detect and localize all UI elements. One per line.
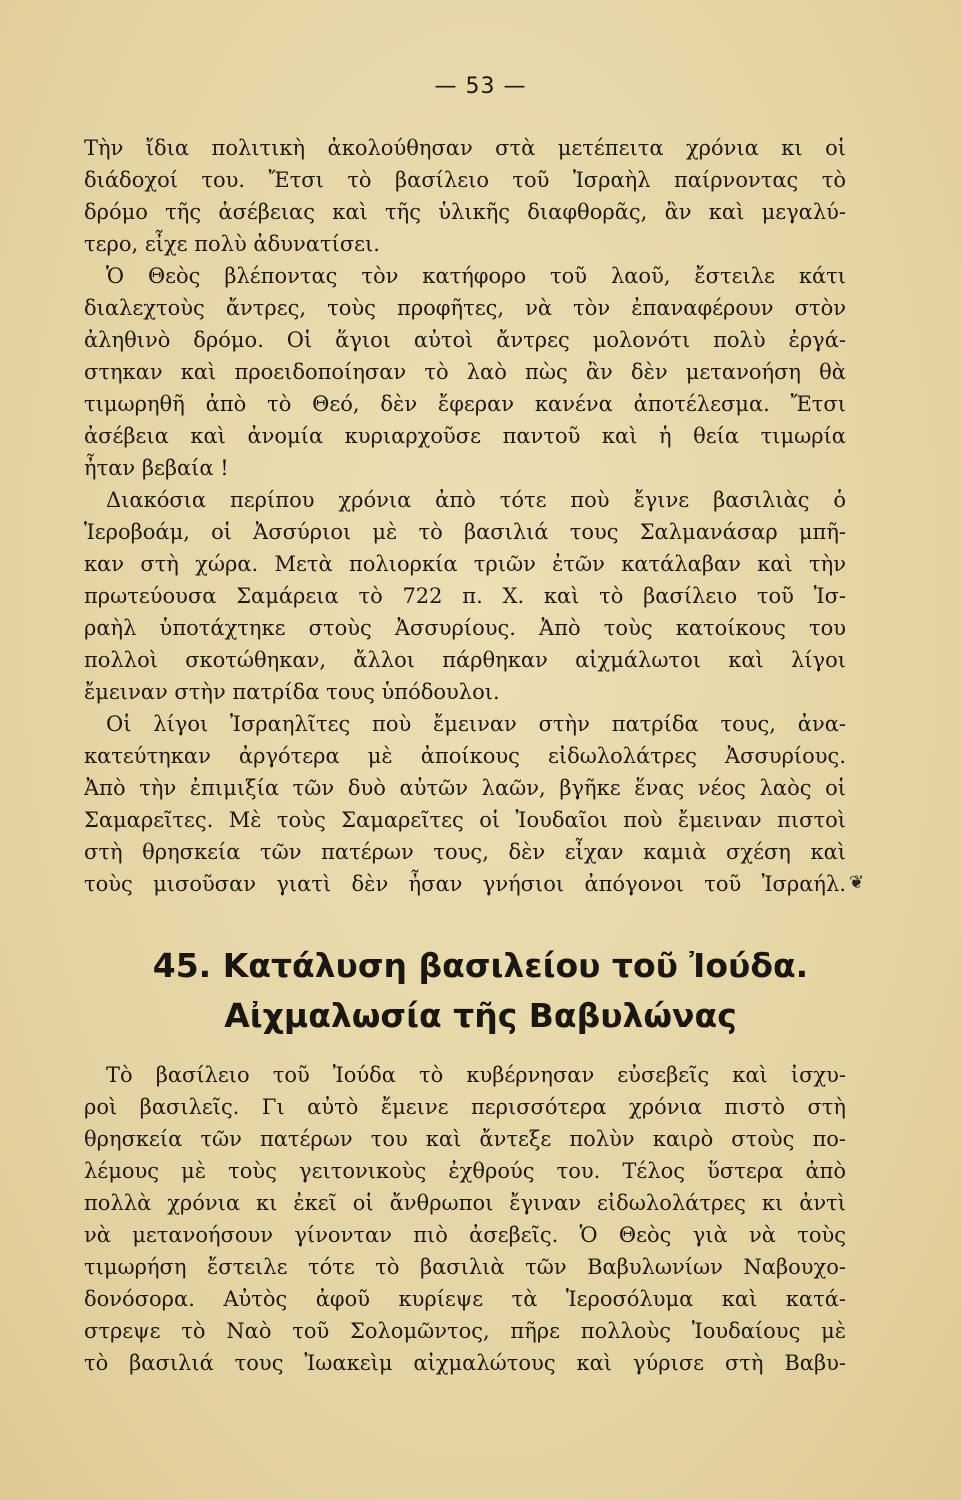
- text-line: ροὶ βασιλεῖς. Γι αὐτὸ ἔμεινε περισσότερα χρόνια πιστὸ στὴ: [84, 1095, 846, 1119]
- text-line: διάδοχοί του. Ἔτσι τὸ βασίλειο τοῦ Ἰσραὴλ παίρνοντας τὸ: [84, 168, 846, 192]
- text-line: ἦταν βεβαία !: [84, 456, 229, 480]
- text-line: τερο, εἶχε πολὺ ἀδυνατίσει.: [84, 232, 380, 256]
- text-line: τὸ βασιλιά τους Ἰωακεὶμ αἰχμαλώτους καὶ γύρισε στὴ Βαβυ-: [84, 1351, 846, 1375]
- text-line: διαλεχτοὺς ἄντρες, τοὺς προφῆτες, νὰ τὸν ἐπαναφέρουν στὸν: [84, 296, 846, 320]
- text-line: νὰ μετανοήσουν γίνονταν πιὸ ἀσεβεῖς. Ὁ Θεὸς γιὰ νὰ τοὺς: [84, 1223, 846, 1247]
- text-line: Τὴν ἴδια πολιτικὴ ἀκολούθησαν στὰ μετέπειτα χρόνια κι οἱ: [84, 136, 846, 160]
- text-line: δρόμο τῆς ἀσέβειας καὶ τῆς ὑλικῆς διαφθορᾶς, ἂν καὶ μεγαλύ-: [84, 200, 846, 224]
- chapter-heading-line-1: 45. Κατάλυση βασιλείου τοῦ Ἰούδα.: [152, 946, 809, 985]
- page-number: — 53 —: [434, 74, 527, 99]
- text-line: Τὸ βασίλειο τοῦ Ἰούδα τὸ κυβέρνησαν εὐσεβεῖς καὶ ἰσχυ-: [106, 1063, 846, 1087]
- text-line: Σαμαρεῖτες. Μὲ τοὺς Σαμαρεῖτες οἱ Ἰουδαῖοι ποὺ ἔμειναν πιστοὶ: [84, 808, 846, 832]
- text-line: καν στὴ χώρα. Μετὰ πολιορκία τριῶν ἐτῶν κατάλαβαν καὶ τὴν: [84, 552, 846, 576]
- text-line: ἀσέβεια καὶ ἀνομία κυριαρχοῦσε παντοῦ καὶ ἡ θεία τιμωρία: [84, 424, 846, 448]
- text-line: ραὴλ ὑποτάχτηκε στοὺς Ἀσσυρίους. Ἀπὸ τοὺς κατοίκους του: [84, 616, 846, 640]
- section-text-kingdom-of-israel: [84, 132, 846, 900]
- text-line: δονόσορα. Αὐτὸς ἀφοῦ κυρίεψε τὰ Ἱεροσόλυμα καὶ κατά-: [84, 1287, 846, 1311]
- text-line: στηκαν καὶ προειδοποίησαν τὸ λαὸ πὼς ἂν δὲν μετανοήση θὰ: [84, 360, 846, 384]
- text-line: ἔμειναν στὴν πατρίδα τους ὑπόδουλοι.: [84, 680, 500, 704]
- text-line: Ἱεροβοάμ, οἱ Ἀσσύριοι μὲ τὸ βασιλιά τους Σαλμανάσαρ μπῆ-: [84, 520, 846, 544]
- text-line: Ὁ Θεὸς βλέποντας τὸν κατήφορο τοῦ λαοῦ, ἔστειλε κάτι: [106, 264, 846, 288]
- text-line: Οἱ λίγοι Ἰσραηλῖτες ποὺ ἔμειναν στὴν πατρίδα τους, ἀνα-: [106, 712, 846, 736]
- text-line: κατεύτηκαν ἀργότερα μὲ ἀποίκους εἰδωλολάτρες Ἀσσυρίους.: [84, 744, 846, 768]
- text-line: στρεψε τὸ Ναὸ τοῦ Σολομῶντος, πῆρε πολλοὺς Ἰουδαίους μὲ: [84, 1319, 846, 1343]
- text-line: θρησκεία τῶν πατέρων του καὶ ἄντεξε πολὺν καιρὸ στοὺς πο-: [84, 1127, 846, 1151]
- text-line: πρωτεύουσα Σαμάρεια τὸ 722 π. Χ. καὶ τὸ βασίλειο τοῦ Ἰσ-: [84, 584, 846, 608]
- section-text-kingdom-of-judah: [84, 1059, 846, 1379]
- text-line: στὴ θρησκεία τῶν πατέρων τους, δὲν εἶχαν καμιὰ σχέση καὶ: [84, 840, 846, 864]
- text-line: λέμους μὲ τοὺς γειτονικοὺς ἐχθρούς του. Τέλος ὕστερα ἀπὸ: [84, 1159, 846, 1183]
- text-line: πολλοὶ σκοτώθηκαν, ἄλλοι πάρθηκαν αἰχμάλωτοι καὶ λίγοι: [84, 648, 846, 672]
- text-line: Διακόσια περίπου χρόνια ἀπὸ τότε ποὺ ἔγινε βασιλιὰς ὁ: [106, 488, 846, 512]
- text-line: πολλὰ χρόνια κι ἐκεῖ οἱ ἄνθρωποι ἔγιναν εἰδωλολάτρες κι ἀντὶ: [84, 1191, 846, 1215]
- text-line: ἀληθινὸ δρόμο. Οἱ ἅγιοι αὐτοὶ ἄντρες μολονότι πολὺ ἐργά-: [84, 328, 846, 352]
- text-line: τιμωρηθῆ ἀπὸ τὸ Θεό, δὲν ἔφεραν κανένα ἀποτέλεσμα. Ἔτσι: [84, 392, 846, 416]
- chapter-heading-line-2: Αἰχμαλωσία τῆς Βαβυλώνας: [224, 996, 737, 1035]
- text-line: τοὺς μισοῦσαν γιατὶ δὲν ἦσαν γνήσιοι ἀπόγονοι τοῦ Ἰσραήλ.: [84, 872, 846, 896]
- text-line: Ἀπὸ τὴν ἐπιμιξία τῶν δυὸ αὐτῶν λαῶν, βγῆκε ἕνας νέος λαὸς οἱ: [84, 776, 846, 800]
- margin-ornament-icon: ❦: [849, 872, 865, 893]
- text-line: τιμωρήση ἔστειλε τότε τὸ βασιλιὰ τῶν Βαβυλωνίων Ναβουχο-: [84, 1255, 846, 1279]
